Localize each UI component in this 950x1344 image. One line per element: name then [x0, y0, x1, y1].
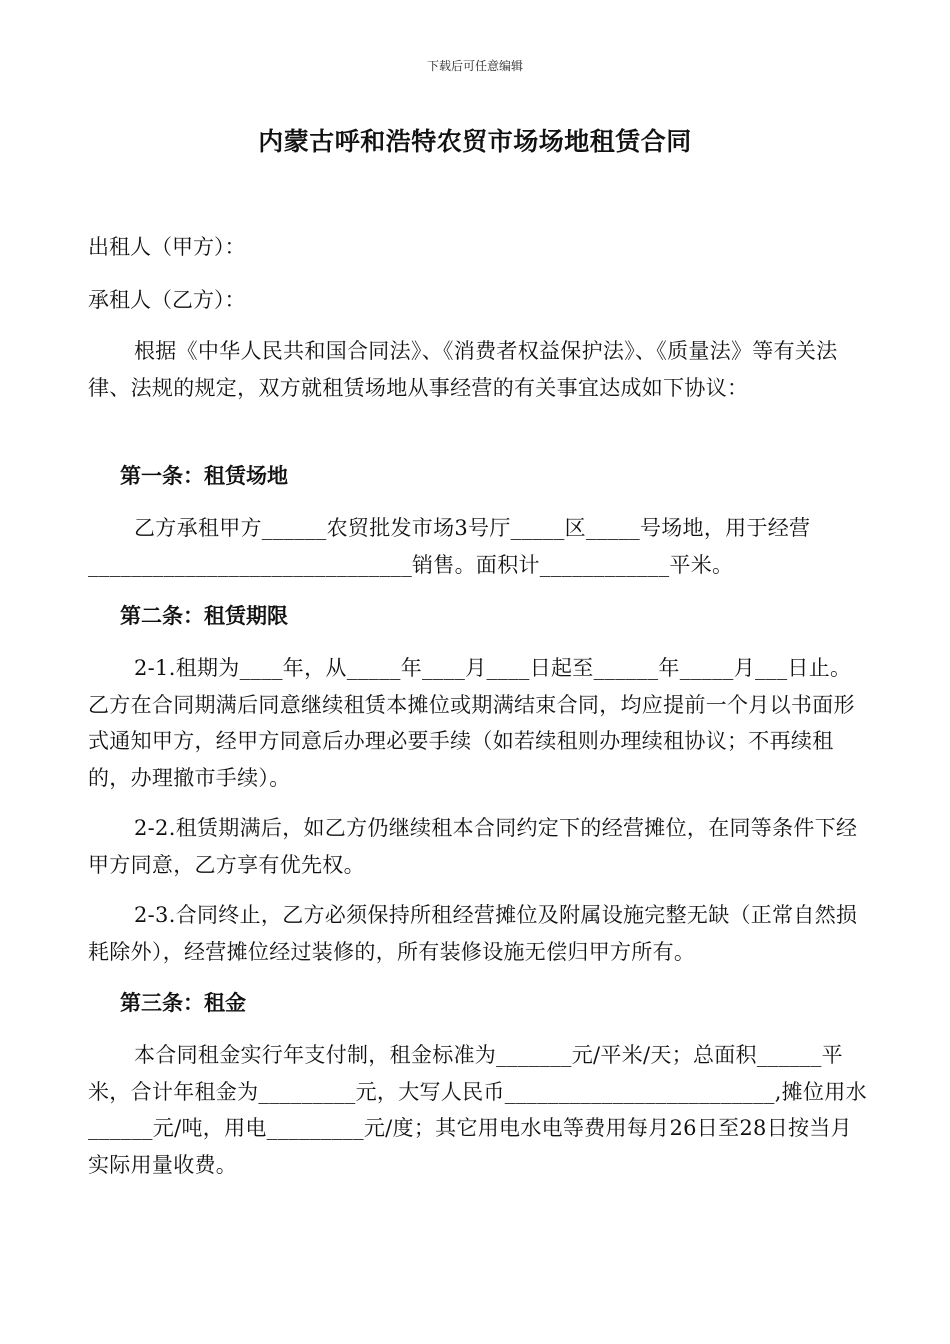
party-a-line: 出租人（甲方）：: [88, 235, 246, 259]
section-1-paragraph: 乙方承租甲方______农贸批发市场3号厅_____区_____号场地，用于经营______________________________销售。面积计____________平米。: [88, 516, 811, 577]
section-3-body: [88, 1037, 868, 1183]
section-2-body: [88, 650, 868, 796]
section-2-body-2: [88, 810, 868, 883]
party-b-line: 承租人（乙方）：: [88, 288, 246, 312]
section-3-heading: 第三条：租金: [120, 991, 246, 1015]
section-1-body: [88, 510, 868, 583]
section-2-paragraph-1: 2-1.租期为____年，从_____年____月____日起至______年_____月___日止。乙方在合同期满后同意继续租赁本摊位或期满结束合同，均应提前一个月以书面形式通知甲方，经甲方同意后办理必要手续（如若续租则办理续租协议；不再续租的，办理撤市手续）。: [88, 656, 855, 790]
section-2-paragraph-3: 2-3.合同终止，乙方必须保持所租经营摊位及附属设施完整无缺（正常自然损耗除外），经营摊位经过装修的，所有装修设施无偿归甲方所有。: [88, 903, 858, 964]
section-2-paragraph-2: 2-2.租赁期满后，如乙方仍继续租本合同约定下的经营摊位，在同等条件下经甲方同意，乙方享有优先权。: [88, 816, 858, 877]
header-note: 下载后可任意编辑: [426, 59, 523, 73]
preamble-paragraph: [88, 333, 868, 406]
section-1-heading: 第一条：租赁场地: [120, 464, 288, 488]
document-title: 内蒙古呼和浩特农贸市场场地租赁合同: [258, 127, 692, 156]
section-2-body-3: [88, 897, 868, 970]
section-2-heading: 第二条：租赁期限: [120, 604, 288, 628]
preamble-text: 根据《中华人民共和国合同法》、《消费者权益保护法》、《质量法》等有关法律、法规的规定，双方就租赁场地从事经营的有关事宜达成如下协议：: [88, 339, 838, 400]
section-3-paragraph: 本合同租金实行年支付制，租金标准为_______元/平米/天；总面积______平米，合计年租金为_________元，大写人民币_________________________,摊位用水______元/吨，用电_________元/度；其它用电水电等费用每月26日至28日按当月实际用量收费。: [88, 1043, 867, 1177]
